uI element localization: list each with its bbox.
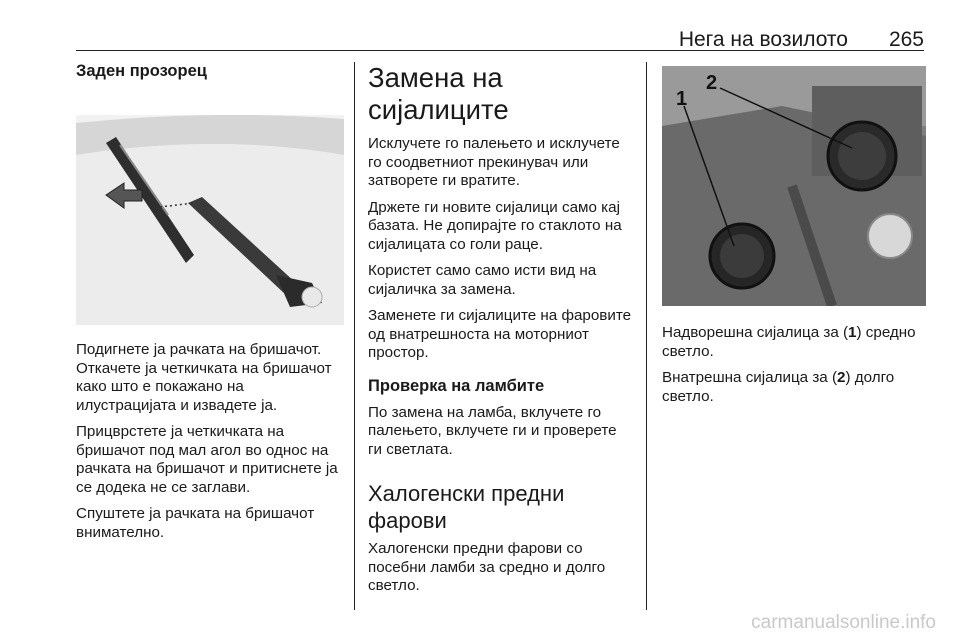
paragraph: Халогенски предни фарови со посебни ламби за средно и долго светло. — [368, 540, 606, 595]
column-rear-window — [76, 62, 344, 550]
text: ) средно светло. — [662, 324, 916, 360]
paragraph: Заменете ги сијалиците на фаровите од внатрешноста на моторниот простор. — [368, 307, 632, 362]
figure-label-2: 2 — [706, 72, 718, 94]
paragraph: Користет само само исти вид на сијаличка за замена. — [368, 262, 597, 298]
paragraph: Исклучете го палењето и исклучете го соодветниот прекинувач или затворете ги вратите. — [368, 135, 620, 190]
paragraph: Прицврстете ја четкичката на бришачот под мал агол во однос на рачката на бришачот и притиснете ја се додека не се заглави. — [76, 423, 338, 496]
text: Надворешна сијалица за ( — [662, 324, 849, 341]
callout-number: 1 — [848, 324, 857, 341]
subheading-lamp-check: Проверка на ламбите — [368, 376, 545, 395]
page-number: 265 — [888, 28, 924, 51]
engine-bay-photo — [662, 66, 926, 306]
watermark: carmanualsonline.info — [751, 612, 936, 633]
page-header — [0, 22, 960, 56]
section-heading-bulb-replacement: Замена на сијалиците — [368, 62, 509, 125]
paragraph: Држете ги новите сијалици само кај базата. Не допирајте го стаклото на сијалицата со голи раце. — [368, 198, 622, 253]
text: Внатрешна сијалица за ( — [662, 369, 838, 386]
column-divider-2 — [646, 62, 647, 610]
section-heading-rear-window: Заден прозорец — [76, 62, 207, 80]
header-title: Нега на возилото — [678, 28, 848, 51]
section-heading-halogen: Халогенски предни фарови — [368, 481, 565, 533]
paragraph: По замена на ламба, вклучете го палењето, вклучете ги и проверете ги светлата. — [368, 403, 617, 458]
paragraph: Подигнете ја рачката на бришачот. Откачете ја четкичката на бришачот како што е покажано на илустрацијата и извадете ја. — [76, 341, 332, 414]
column-bulb-replacement — [368, 62, 634, 604]
figure-label-1: 1 — [676, 88, 688, 110]
paragraph: Спуштете ја рачката на бришачот внимателно. — [76, 505, 315, 541]
column-divider-1 — [354, 62, 355, 610]
rear-wiper-illustration — [76, 115, 344, 325]
column-headlamp-photo — [662, 62, 926, 414]
paragraph-outer-bulb — [662, 324, 926, 361]
header-rule — [76, 50, 924, 51]
callout-number: 2 — [837, 369, 846, 386]
text: ) долго светло. — [662, 369, 895, 405]
paragraph-inner-bulb — [662, 369, 926, 406]
